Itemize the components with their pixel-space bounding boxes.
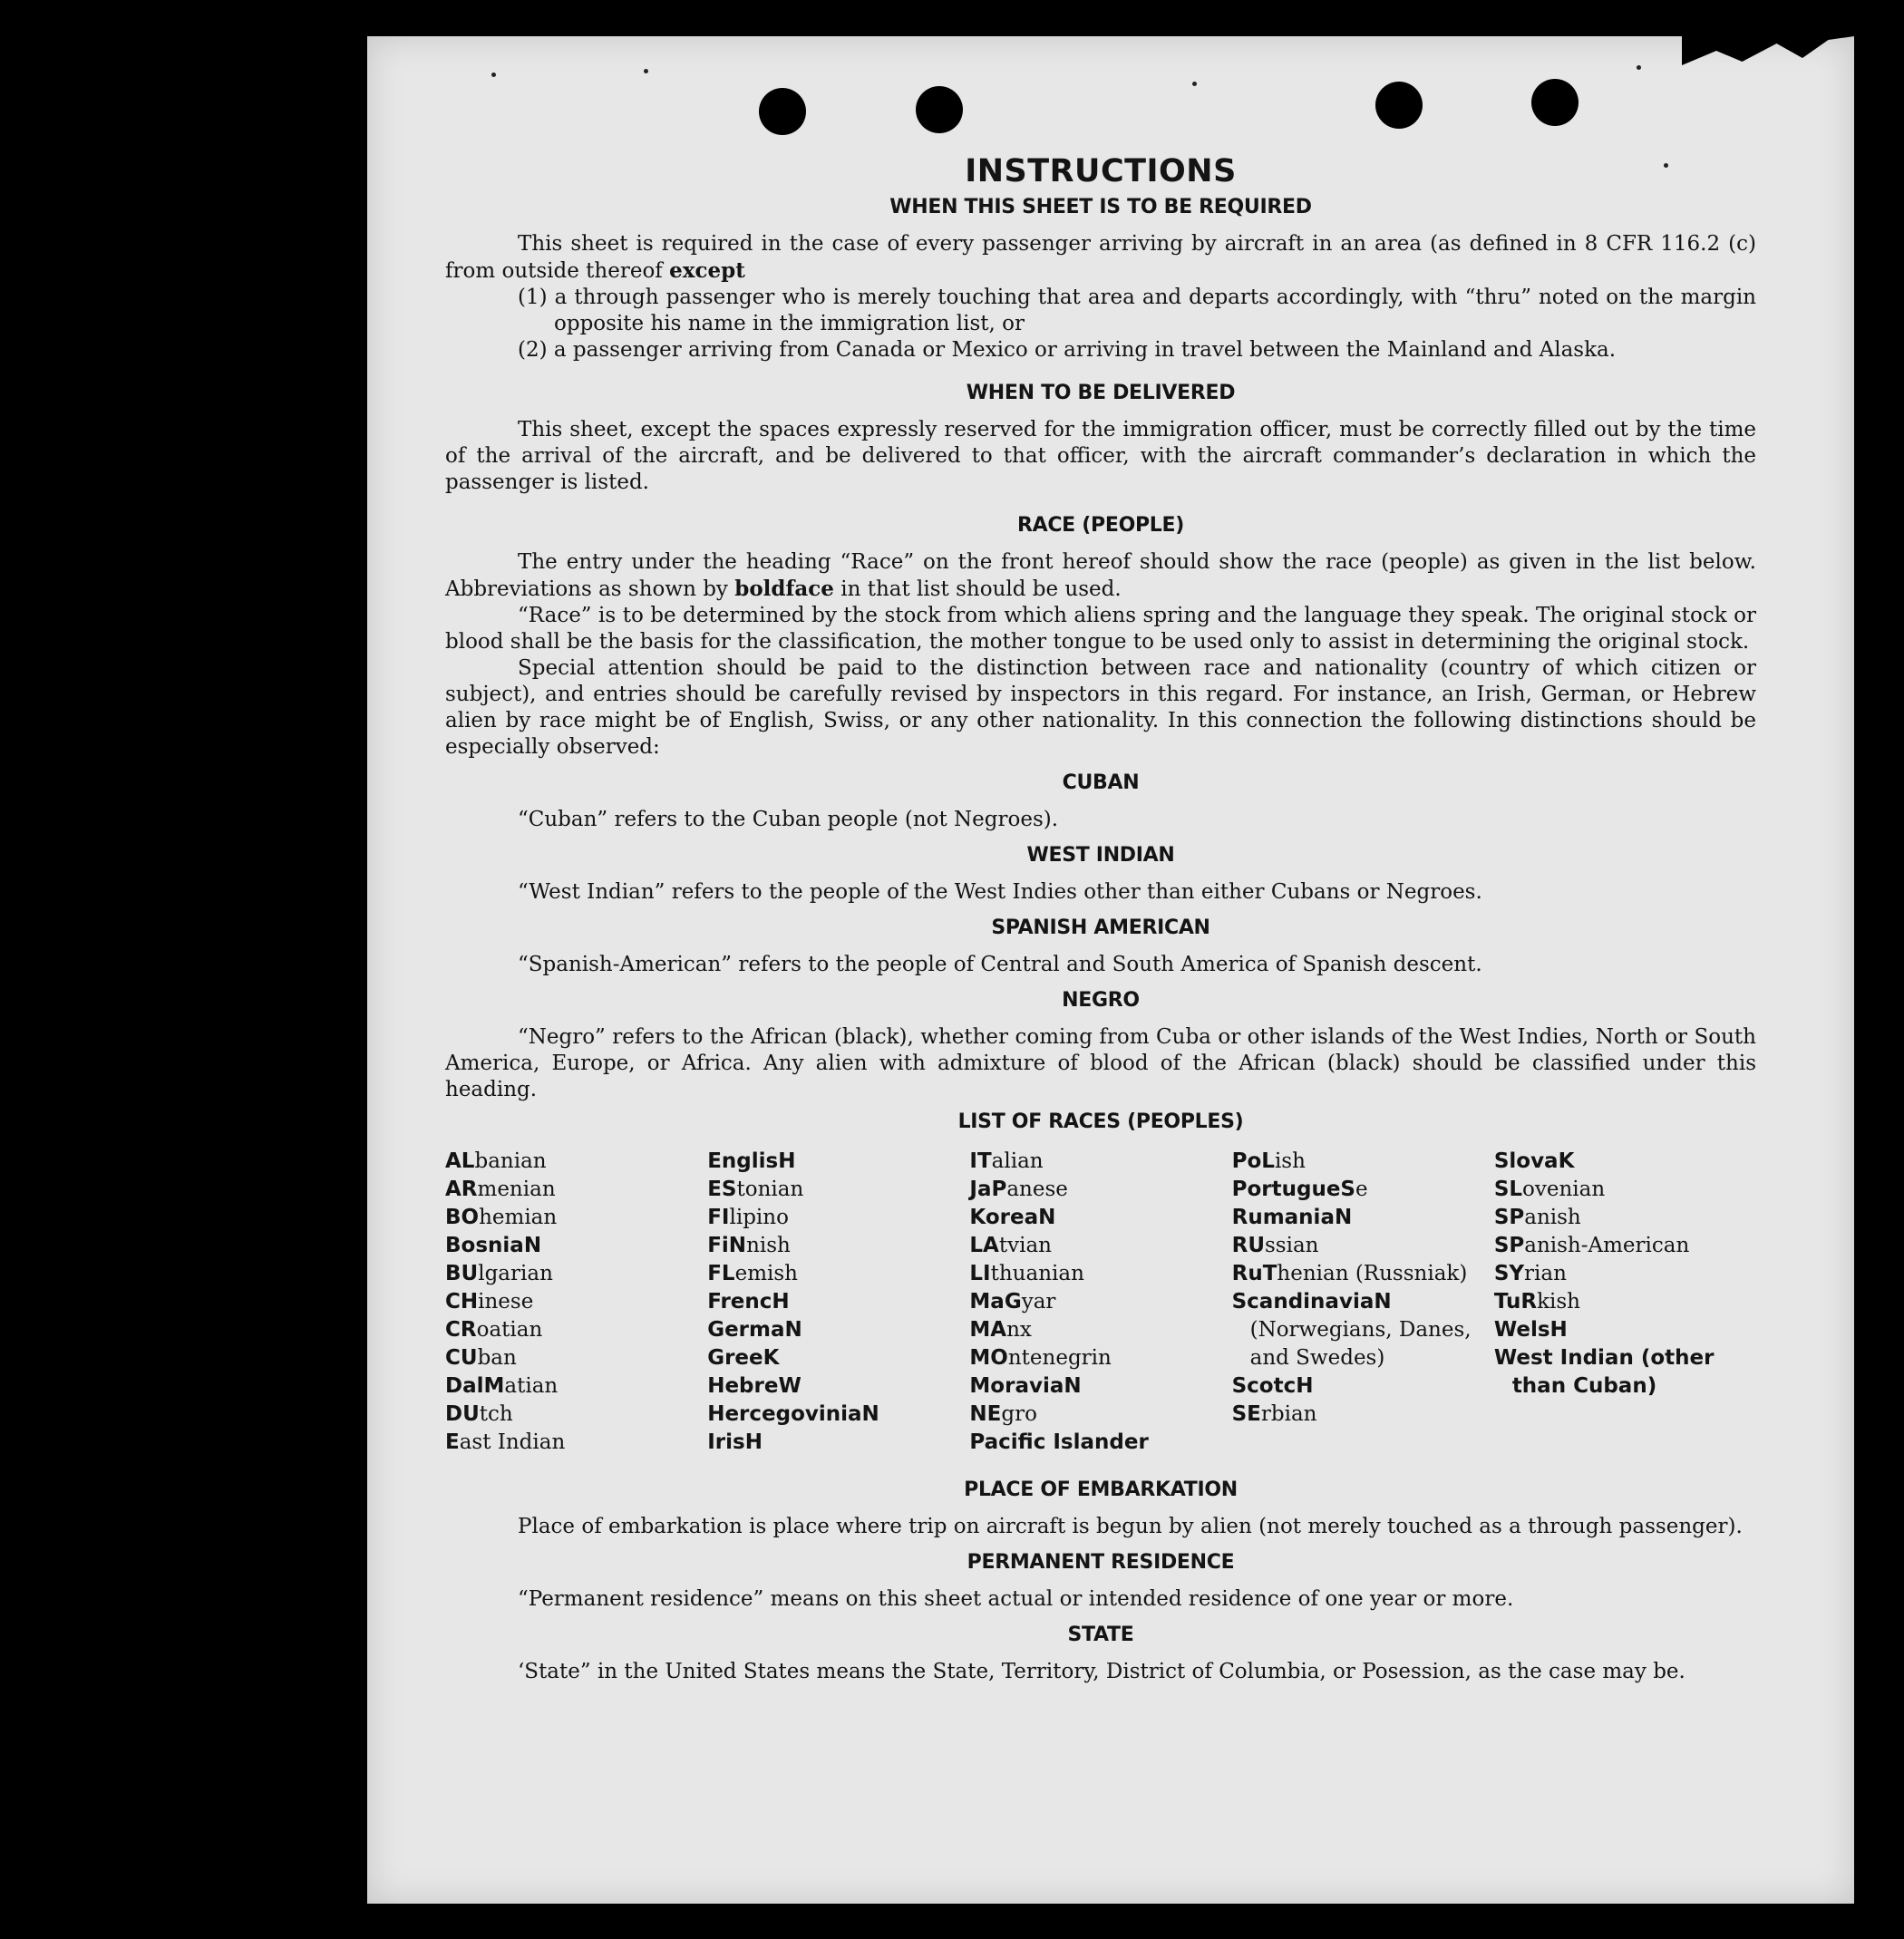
- race-column: [1232, 1148, 1494, 1457]
- race-item: IrisH: [707, 1430, 763, 1454]
- race-item: East Indian: [445, 1430, 566, 1454]
- punch-hole: [1375, 82, 1423, 129]
- list-heading: LIST OF RACES (PEOPLES): [957, 1110, 1244, 1133]
- race-column: [969, 1148, 1231, 1457]
- race-item: HebreW: [707, 1374, 801, 1398]
- race-item: GermaN: [707, 1318, 802, 1342]
- section-text: “Negro” refers to the African (black), whether coming from Cuba or other islands of the West Indies, North or South America, Europe, or Africa. Any alien with admixture of blood of the African (black) should be classified under this heading.: [445, 1025, 1756, 1101]
- section-heading: SPANISH AMERICAN: [991, 916, 1210, 939]
- race-item: RuThenian (Russniak): [1231, 1262, 1468, 1285]
- section-heading: WHEN TO BE DELIVERED: [966, 382, 1236, 404]
- race-item: MAnx: [969, 1318, 1032, 1342]
- section-text: This sheet is required in the case of every passenger arriving by aircraft in an area (as defined in 8 CFR 116.2 (c) from outside thereof except: [445, 232, 1756, 283]
- race-item: SPanish-American: [1493, 1234, 1690, 1257]
- race-item: FiNnish: [707, 1234, 791, 1257]
- race-item: LIthuanian: [969, 1262, 1084, 1285]
- speck: [1192, 82, 1197, 86]
- section-text: Special attention should be paid to the distinction between race and nationality (country of which citizen or subject), and entries should be carefully revised by inspectors in this regard. For instance, an Irish, German, or Hebrew alien by race might be of English, Swiss, or any other nationality. In this connection the following distinctions should be especially observed:: [445, 656, 1756, 759]
- race-item: SPanish: [1493, 1206, 1581, 1229]
- race-item: SYrian: [1493, 1262, 1567, 1285]
- race-item: BosniaN: [445, 1234, 542, 1257]
- punch-hole: [1531, 79, 1579, 126]
- instructions-body: [445, 153, 1756, 1685]
- race-item: SlovaK: [1493, 1149, 1575, 1173]
- section-heading: PLACE OF EMBARKATION: [964, 1478, 1238, 1501]
- punch-hole: [759, 88, 806, 135]
- section-heading: RACE (PEOPLE): [1016, 514, 1185, 537]
- race-item: RumaniaN: [1231, 1206, 1353, 1229]
- race-item: BUlgarian: [445, 1262, 553, 1285]
- section-text: “Race” is to be determined by the stock from which aliens spring and the language they speak. The original stock or blood shall be the basis for the classification, the mother tongue to be used only to assist in determining the original stock.: [445, 604, 1756, 654]
- race-item: BOhemian: [445, 1206, 558, 1229]
- section-text: Place of embarkation is place where trip on aircraft is begun by alien (not merely touched as a through passenger).: [518, 1515, 1743, 1538]
- race-item: ITalian: [969, 1149, 1044, 1173]
- race-item: LAtvian: [969, 1234, 1052, 1257]
- exception-item: (1) a through passenger who is merely touching that area and departs accordingly, with “thru” noted on the margin opposite his name in the immigration list, or: [518, 286, 1756, 335]
- race-item: MOntenegrin: [969, 1346, 1112, 1370]
- section-text: The entry under the heading “Race” on the front hereof should show the race (people) as given in the list below. Abbreviations as shown by boldface in that list should be used.: [445, 550, 1756, 601]
- torn-corner: [1682, 36, 1854, 109]
- race-item: CRoatian: [445, 1318, 543, 1342]
- race-item: FLemish: [707, 1262, 798, 1285]
- race-list: [445, 1148, 1756, 1457]
- speck: [1637, 65, 1641, 70]
- speck: [644, 69, 648, 73]
- race-item: Pacific Islander: [969, 1430, 1149, 1454]
- race-item: SErbian: [1231, 1402, 1317, 1426]
- race-item: DUtch: [445, 1402, 513, 1426]
- section-heading: CUBAN: [1062, 771, 1140, 794]
- section-heading: WHEN THIS SHEET IS TO BE REQUIRED: [889, 196, 1312, 218]
- section-heading: NEGRO: [1062, 989, 1140, 1012]
- exception-item: (2) a passenger arriving from Canada or Mexico or arriving in travel between the Mainland and Alaska.: [518, 338, 1617, 362]
- scanned-page: [367, 36, 1854, 1904]
- race-item: ARmenian: [445, 1178, 556, 1201]
- race-item: WelsH: [1493, 1318, 1568, 1342]
- race-item: MoraviaN: [969, 1374, 1082, 1398]
- race-column: [1494, 1148, 1756, 1457]
- race-column: [445, 1148, 707, 1457]
- race-item: GreeK: [707, 1346, 780, 1370]
- race-item: DalMatian: [445, 1374, 559, 1398]
- race-item: CUban: [445, 1346, 517, 1370]
- race-item: West Indian (other than Cuban): [1493, 1346, 1715, 1398]
- race-item: FIlipino: [707, 1206, 789, 1229]
- race-item: HercegoviniaN: [707, 1402, 879, 1426]
- section-text: “Permanent residence” means on this sheet actual or intended residence of one year or more.: [518, 1587, 1514, 1611]
- section-text: “Cuban” refers to the Cuban people (not Negroes).: [518, 808, 1059, 831]
- section-text: “West Indian” refers to the people of the West Indies other than either Cubans or Negroes.: [518, 880, 1482, 904]
- race-item: TuRkish: [1493, 1290, 1580, 1314]
- page-title: INSTRUCTIONS: [965, 153, 1237, 189]
- race-item: NEgro: [969, 1402, 1037, 1426]
- race-item: RUssian: [1231, 1234, 1319, 1257]
- speck: [491, 73, 496, 77]
- race-item: FrencH: [707, 1290, 790, 1314]
- section-text: ‘State” in the United States means the State, Territory, District of Columbia, or Posession, as the case may be.: [518, 1660, 1685, 1683]
- race-item: PortugueSe: [1231, 1178, 1368, 1201]
- race-item: SLovenian: [1493, 1178, 1606, 1201]
- race-item: KoreaN: [969, 1206, 1056, 1229]
- race-item: ScotcH: [1231, 1374, 1314, 1398]
- section-heading: WEST INDIAN: [1026, 844, 1175, 867]
- section-heading: STATE: [1067, 1624, 1134, 1646]
- race-item: MaGyar: [969, 1290, 1056, 1314]
- race-item: PoLish: [1231, 1149, 1306, 1173]
- race-item: ALbanian: [445, 1149, 547, 1173]
- section-text: “Spanish-American” refers to the people of Central and South America of Spanish descent.: [518, 953, 1482, 976]
- race-item: CHinese: [445, 1290, 534, 1314]
- race-item: EnglisH: [707, 1149, 796, 1173]
- punch-hole: [916, 86, 963, 133]
- race-item: ScandinaviaN (Norwegians, Danes, and Swedes): [1231, 1290, 1472, 1370]
- section-text: This sheet, except the spaces expressly reserved for the immigration officer, must be correctly filled out by the time of the arrival of the aircraft, and be delivered to that officer, with the aircraft commander’s declaration in which the passenger is listed.: [445, 418, 1756, 494]
- race-column: [707, 1148, 969, 1457]
- section-heading: PERMANENT RESIDENCE: [967, 1551, 1235, 1574]
- race-item: EStonian: [707, 1178, 804, 1201]
- race-item: JaPanese: [969, 1178, 1068, 1201]
